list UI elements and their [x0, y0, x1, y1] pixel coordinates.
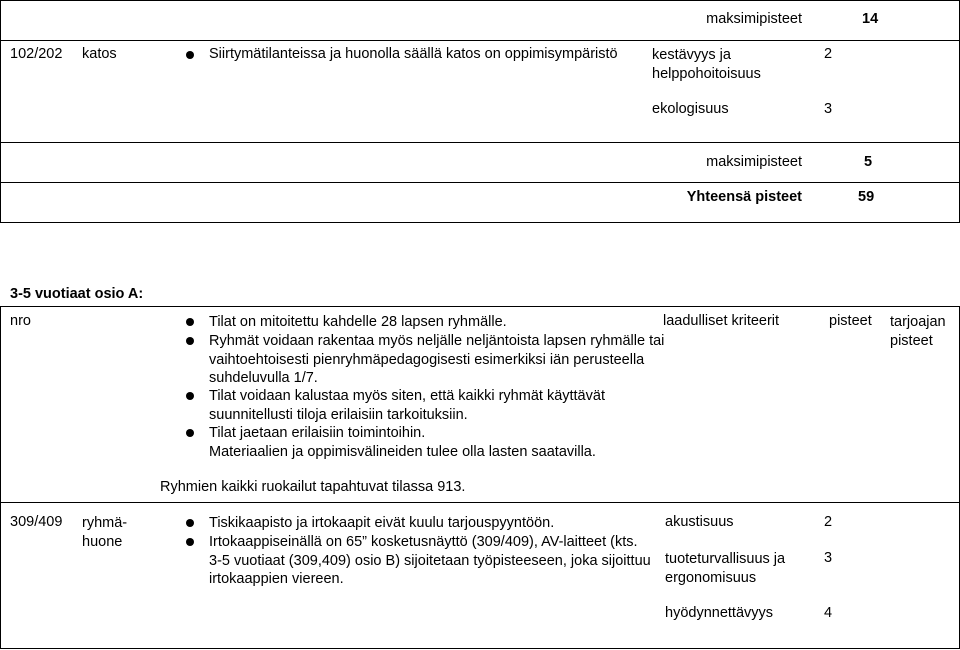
list-item: Tilat jaetaan erilaisiin toimintoihin. — [209, 425, 426, 441]
bullet-icon — [186, 318, 194, 326]
max-points-label: maksimipisteet — [706, 154, 802, 170]
criterion-label: kestävyys ja helppohoitoisuus — [652, 47, 761, 82]
table-border — [0, 222, 960, 223]
table-border — [0, 306, 960, 307]
table-border — [0, 648, 960, 649]
bullet-icon — [186, 519, 194, 527]
list-item: Irtokaappiseinällä on 65” kosketusnäyttö (309/409), AV-laitteet (kts. 3-5 vuotiaat (309,409) osio B) sijoitetaan työpisteeseen, joka sijoittuu irtokaappien viereen. — [209, 534, 651, 587]
column-header-criteria: laadulliset kriteerit — [663, 313, 780, 329]
section-heading: 3-5 vuotiaat osio A: — [10, 286, 144, 302]
list-item: Ryhmät voidaan rakentaa myös neljälle neljäntoista lapsen ryhmälle tai vaihtoehtoisesti pienryhmäpedagogisesti esimerkiksi iän perusteella suhdeluvulla 1/7. — [209, 333, 665, 386]
room-number: 102/202 — [10, 46, 63, 62]
room-description: Siirtymätilanteissa ja huonolla säällä katos on oppimisympäristö — [209, 46, 618, 62]
table-border — [0, 142, 960, 143]
criterion-points: 2 — [824, 46, 833, 62]
max-points-label: maksimipisteet — [706, 11, 802, 27]
room-type: katos — [82, 46, 117, 62]
max-points-value: 14 — [862, 11, 879, 27]
criterion-points: 3 — [824, 550, 833, 566]
note-text: Ryhmien kaikki ruokailut tapahtuvat tilassa 913. — [160, 479, 466, 495]
total-points-value: 59 — [858, 189, 875, 205]
list-item: Tilat voidaan kalustaa myös siten, että kaikki ryhmät käyttävät suunnitellusti tiloja erilaisiin tarkoituksiin. — [209, 388, 605, 423]
table-border — [0, 0, 1, 223]
criterion-label: hyödynnettävyys — [665, 605, 774, 621]
room-type: ryhmä-huone — [82, 515, 128, 550]
bullet-icon — [186, 538, 194, 546]
column-header-offer: tarjoajan pisteet — [890, 314, 946, 349]
criterion-points: 4 — [824, 605, 833, 621]
table-border — [0, 40, 960, 41]
table-border — [0, 0, 960, 1]
table-border — [0, 502, 960, 503]
total-points-label: Yhteensä pisteet — [686, 189, 802, 205]
bullet-icon — [186, 392, 194, 400]
criterion-label: tuoteturvallisuus ja ergonomisuus — [665, 551, 786, 586]
table-border — [0, 182, 960, 183]
criterion-label: ekologisuus — [652, 101, 729, 117]
bullet-icon — [186, 337, 194, 345]
bullet-icon — [186, 51, 194, 59]
bullet-icon — [186, 429, 194, 437]
list-item: Tilat on mitoitettu kahdelle 28 lapsen ryhmälle. — [209, 314, 507, 330]
column-header-points: pisteet — [829, 313, 872, 329]
column-header-nro: nro — [10, 313, 31, 329]
room-number: 309/409 — [10, 514, 63, 530]
max-points-value: 5 — [864, 154, 873, 170]
list-item: Materiaalien ja oppimisvälineiden tulee olla lasten saatavilla. — [209, 444, 596, 460]
table-border — [0, 306, 1, 649]
list-item: Tiskikaapisto ja irtokaapit eivät kuulu tarjouspyyntöön. — [209, 515, 555, 531]
criterion-label: akustisuus — [665, 514, 734, 530]
criterion-points: 3 — [824, 101, 833, 117]
criterion-points: 2 — [824, 514, 833, 530]
